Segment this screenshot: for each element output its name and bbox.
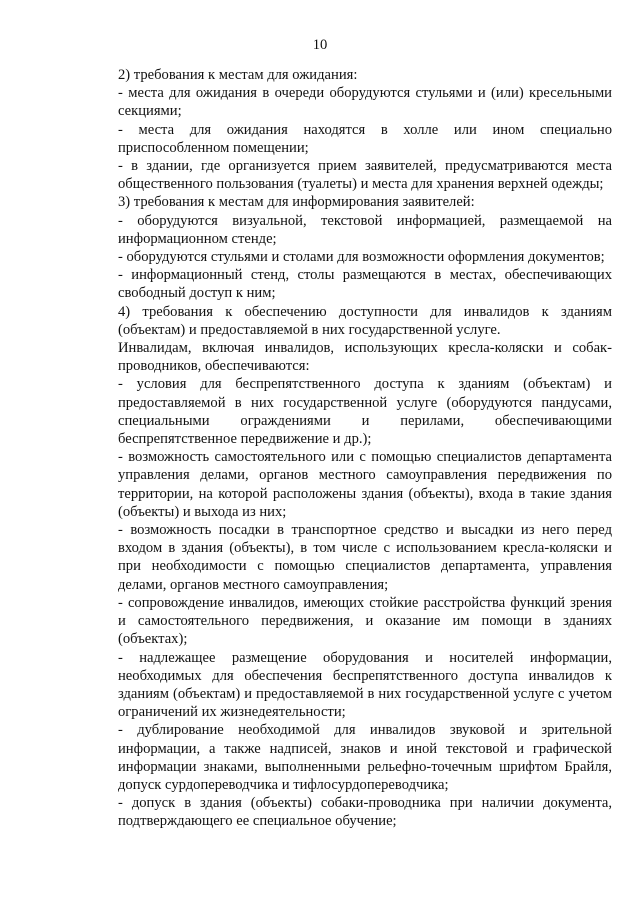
paragraph-public-facilities: - в здании, где организуется прием заявителей, предусматриваются места общественного пользования (туалеты) и места для хранения верхней одежды;: [118, 158, 612, 193]
paragraph-disabled-intro: Инвалидам, включая инвалидов, использующих кресла-коляски и собак-проводников, обеспечиваются:: [118, 340, 612, 375]
paragraph-stand-placement: - информационный стенд, столы размещаются в местах, обеспечивающих свободный доступ к ним;: [118, 267, 612, 302]
paragraph-equipment-placement: - надлежащее размещение оборудования и носителей информации, необходимых для обеспечения беспрепятственного доступа инвалидов к зданиям (объектам) и предоставляемой в них государственной услуге с учетом ограничений их жизнедеятельности;: [118, 649, 612, 721]
paragraph-independent-movement: - возможность самостоятельного или с помощью специалистов департамента управления делами, органов местного самоуправления передвижения по территории, на которой расположены здания (объекты), входа в такие здания (объекты) и выхода из них;: [118, 449, 612, 520]
paragraph-waiting-areas-heading: 2) требования к местам для ожидания:: [118, 67, 358, 83]
document-body: [118, 66, 612, 831]
paragraph-escort: - сопровождение инвалидов, имеющих стойкие расстройства функций зрения и самостоятельного передвижения, и оказание им помощи в зданиях (объектах);: [118, 594, 612, 648]
paragraph-transport-boarding: - возможность посадки в транспортное средство и высадки из него перед входом в здания (объекты), в том числе с использованием кресла-коляски и при необходимости с помощью специалистов департамента, управления делами, органов местного самоуправления;: [118, 522, 612, 593]
paragraph-accessibility-heading: 4) требования к обеспечению доступности для инвалидов к зданиям (объектам) и предоставляемой в них государственной услуге.: [118, 303, 612, 338]
paragraph-waiting-location: - места для ожидания находятся в холле или ином специально приспособленном помещении;: [118, 121, 612, 156]
paragraph-information-stand: - оборудуются визуальной, текстовой информацией, размещаемой на информационном стенде;: [118, 212, 612, 247]
paragraph-information-duplication: - дублирование необходимой для инвалидов звуковой и зрительной информации, а также надписей, знаков и иной текстовой и графической информации знаками, выполненными рельефно-точечным шрифтом Брайля, допуск сурдопереводчика и тифлосурдопереводчика;: [118, 722, 612, 793]
paragraph-information-areas-heading: 3) требования к местам для информирования заявителей:: [118, 194, 475, 211]
paragraph-unobstructed-access: - условия для беспрепятственного доступа к зданиям (объектам) и предоставляемой в них государственной услуге (оборудуются пандусами, специальными ограждениями и перилами, обеспечивающими беспрепятственное передвижение и др.);: [118, 376, 612, 448]
paragraph-waiting-seating: - места для ожидания в очереди оборудуются стульями и (или) кресельными секциями;: [118, 85, 612, 120]
paragraph-chairs-tables: - оборудуются стульями и столами для возможности оформления документов;: [118, 249, 605, 266]
paragraph-guide-dog-admission: - допуск в здания (объекты) собаки-проводника при наличии документа, подтверждающего ее специальное обучение;: [118, 795, 612, 830]
page-number: 10: [312, 37, 328, 53]
